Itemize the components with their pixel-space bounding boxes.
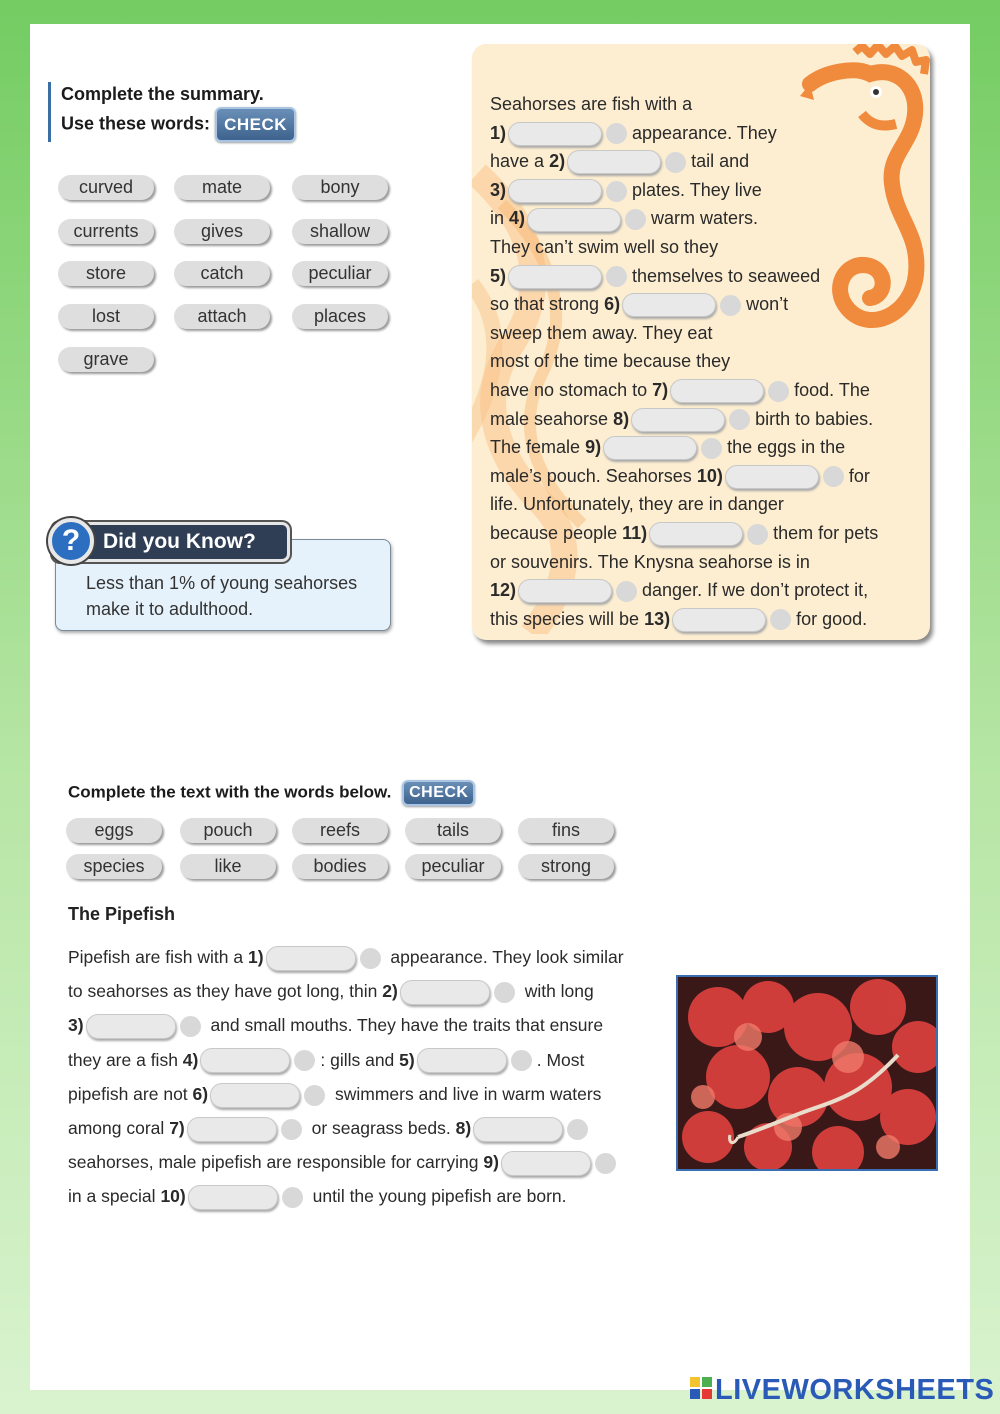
word-chip[interactable]: fins: [518, 818, 614, 843]
summary-text-fragment: plates. They live: [632, 179, 762, 200]
summary-line: [490, 347, 910, 376]
question-mark-icon: ?: [48, 518, 94, 564]
summary-line: [490, 204, 910, 233]
answer-status-dot: [768, 381, 789, 402]
summary-text-fragment: or souvenirs. The Knysna seahorse is in: [490, 551, 810, 572]
summary-text-fragment: life. Unfortunately, they are in danger: [490, 494, 784, 515]
blank-number: 5): [399, 1049, 415, 1070]
word-chip[interactable]: curved: [58, 175, 154, 200]
summary-text-fragment: for: [848, 465, 870, 486]
logo-icon: [690, 1377, 712, 1399]
word-chip[interactable]: attach: [174, 304, 270, 329]
blank-number: 10): [160, 1186, 186, 1207]
answer-status-dot: [606, 266, 627, 287]
blank-number: 6): [192, 1083, 209, 1104]
summary-instructions: [48, 82, 308, 142]
word-chip[interactable]: tails: [405, 818, 501, 843]
word-chip[interactable]: reefs: [292, 818, 388, 843]
blank-number: 8): [613, 408, 630, 429]
summary-text-fragment: have a: [490, 151, 545, 172]
word-chip[interactable]: places: [292, 304, 388, 329]
worksheet-page: [30, 24, 970, 1390]
answer-blank-4[interactable]: [527, 208, 621, 232]
answer-blank-9[interactable]: [603, 436, 697, 460]
pipefish-text: [68, 940, 658, 1214]
pipefish-line: [68, 940, 658, 974]
pipefish-photo: [676, 975, 938, 1171]
word-chip[interactable]: lost: [58, 304, 154, 329]
pipefish-text-fragment: in a special: [68, 1186, 156, 1207]
pipefish-text-fragment: and small mouths. They have the traits that ensure: [210, 1015, 604, 1036]
answer-status-dot: [665, 152, 686, 173]
answer-status-dot: [606, 181, 627, 202]
pipefish-text-fragment: swimmers and live in warm waters: [334, 1083, 602, 1104]
summary-text-fragment: Seahorses are fish with a: [490, 94, 693, 114]
summary-line: [490, 605, 910, 634]
instruction-use-words: Use these words:: [61, 113, 211, 134]
summary-text-fragment: birth to babies.: [755, 408, 874, 429]
did-you-know-line-2: make it to adulthood.: [86, 599, 254, 619]
blank-number: 1): [490, 122, 507, 143]
summary-text-fragment: the eggs in the: [727, 437, 846, 458]
answer-blank-2[interactable]: [567, 150, 661, 174]
blank-number: 10): [696, 465, 723, 486]
summary-text-fragment: appearance. They: [632, 122, 777, 143]
answer-status-dot: [494, 982, 515, 1003]
pipefish-text-fragment: appearance. They look similar: [390, 947, 624, 967]
summary-text-fragment: The female: [490, 437, 581, 458]
pipefish-text-fragment: : gills and: [320, 1049, 395, 1070]
summary-line: [490, 176, 910, 205]
pipefish-title: The Pipefish: [68, 904, 176, 924]
word-chip[interactable]: like: [180, 854, 276, 879]
blank-number: 7): [169, 1118, 185, 1139]
summary-text-fragment: tail and: [691, 151, 750, 172]
summary-line: [490, 462, 910, 491]
pipefish-line: [68, 1008, 658, 1042]
logo-text: LIVEWORKSHEETS: [715, 1374, 995, 1406]
pipefish-blank-9[interactable]: [501, 1151, 591, 1176]
answer-blank-8[interactable]: [631, 408, 725, 432]
word-chip[interactable]: peculiar: [292, 261, 388, 286]
answer-status-dot: [606, 123, 627, 144]
blank-number: 3): [490, 179, 507, 200]
answer-status-dot: [511, 1050, 532, 1071]
pipefish-blank-7[interactable]: [187, 1117, 277, 1142]
check-button-pipefish[interactable]: CHECK: [402, 780, 475, 806]
word-chip[interactable]: pouch: [180, 818, 276, 843]
blank-number: 2): [382, 981, 398, 1002]
answer-status-dot: [747, 524, 768, 545]
answer-blank-1[interactable]: [508, 122, 602, 146]
summary-text-fragment: this species will be: [490, 608, 640, 629]
word-chip[interactable]: eggs: [66, 818, 162, 843]
summary-text-fragment: themselves to seaweed: [632, 265, 821, 286]
summary-line: [490, 290, 910, 319]
word-chip[interactable]: bodies: [292, 854, 388, 879]
answer-blank-12[interactable]: [518, 579, 612, 603]
answer-status-dot: [770, 609, 791, 630]
blank-number: 9): [585, 437, 602, 458]
pipefish-blank-1[interactable]: [266, 946, 356, 971]
summary-line: [490, 147, 910, 176]
blank-number: 9): [483, 1152, 499, 1173]
answer-status-dot: [729, 409, 750, 430]
blank-number: 1): [247, 947, 264, 967]
word-chip[interactable]: bony: [292, 175, 388, 200]
summary-line: [490, 548, 910, 577]
answer-status-dot: [625, 209, 646, 230]
pipefish-blank-5[interactable]: [417, 1048, 507, 1073]
summary-line: [490, 233, 910, 262]
answer-status-dot: [567, 1119, 588, 1140]
answer-blank-11[interactable]: [649, 522, 743, 546]
summary-line: [490, 519, 910, 548]
answer-status-dot: [720, 295, 741, 316]
summary-line: [490, 119, 910, 148]
summary-text-fragment: so that strong: [490, 294, 600, 315]
word-chip[interactable]: species: [66, 854, 162, 879]
summary-text-fragment: male’s pouch. Seahorses: [490, 465, 692, 486]
word-chip[interactable]: gives: [174, 219, 270, 244]
blank-number: 11): [622, 522, 648, 543]
word-chip[interactable]: shallow: [292, 219, 388, 244]
summary-text-fragment: food. The: [794, 379, 870, 400]
pipefish-line: [68, 1111, 658, 1145]
word-chip[interactable]: grave: [58, 347, 154, 372]
pipefish-text-fragment: . Most: [536, 1049, 585, 1070]
blank-number: 2): [549, 151, 566, 172]
summary-line: [490, 576, 910, 605]
answer-status-dot: [282, 1187, 303, 1208]
summary-text: [490, 90, 910, 633]
pipefish-blank-3[interactable]: [86, 1014, 176, 1039]
summary-text-fragment: won’t: [746, 294, 789, 315]
pipefish-blank-10[interactable]: [188, 1185, 278, 1210]
pipefish-text-fragment: they are a fish: [68, 1049, 178, 1070]
summary-line: [490, 376, 910, 405]
pipefish-line: [68, 1145, 658, 1179]
blank-number: 3): [68, 1015, 84, 1036]
answer-blank-6[interactable]: [622, 293, 716, 317]
summary-text-fragment: danger. If we don’t protect it,: [642, 580, 869, 601]
pipefish-instructions: [68, 780, 475, 806]
summary-line: [490, 262, 910, 291]
summary-text-fragment: sweep them away. They eat: [490, 322, 713, 343]
summary-text-fragment: most of the time because they: [490, 351, 731, 372]
word-chip[interactable]: store: [58, 261, 154, 286]
pipefish-instruction-text: Complete the text with the words below.: [68, 782, 392, 802]
word-chip[interactable]: strong: [518, 854, 614, 879]
did-you-know-title: Did you Know?: [52, 522, 290, 562]
pipefish-text-fragment: pipefish are not: [68, 1083, 188, 1104]
answer-status-dot: [823, 466, 844, 487]
pipefish-text-fragment: or seagrass beds.: [311, 1118, 451, 1139]
answer-status-dot: [595, 1153, 616, 1174]
word-chip[interactable]: peculiar: [405, 854, 501, 879]
answer-status-dot: [360, 948, 381, 969]
summary-line: [490, 433, 910, 462]
word-chip[interactable]: currents: [58, 219, 154, 244]
summary-text-fragment: male seahorse: [490, 408, 609, 429]
pipefish-text-fragment: seahorses, male pipefish are responsible for carrying: [68, 1152, 479, 1173]
summary-line: [490, 319, 910, 348]
summary-card: [472, 44, 930, 640]
summary-text-fragment: They can’t swim well so they: [490, 236, 719, 257]
summary-text-fragment: warm waters.: [651, 208, 759, 229]
pipefish-text-fragment: with long: [524, 981, 594, 1002]
summary-line: [490, 90, 910, 119]
pipefish-line: [68, 1043, 658, 1077]
blank-number: 7): [652, 379, 669, 400]
instruction-line-2: [61, 107, 308, 142]
answer-status-dot: [701, 438, 722, 459]
answer-status-dot: [281, 1119, 302, 1140]
instruction-line-1: Complete the summary.: [61, 84, 264, 104]
check-button-summary[interactable]: CHECK: [215, 107, 296, 142]
pipefish-text-fragment: among coral: [68, 1118, 165, 1139]
blank-number: 12): [490, 580, 517, 601]
pipefish-line: [68, 1077, 658, 1111]
summary-text-fragment: have no stomach to: [490, 379, 648, 400]
pipefish-text-fragment: to seahorses as they have got long, thin: [68, 981, 378, 1002]
word-chip[interactable]: mate: [174, 175, 270, 200]
summary-text-fragment: for good.: [796, 608, 868, 629]
pipefish-blank-2[interactable]: [400, 980, 490, 1005]
summary-text-fragment: in: [490, 208, 505, 229]
pipefish-blank-6[interactable]: [210, 1083, 300, 1108]
pipefish-blank-8[interactable]: [473, 1117, 563, 1142]
blank-number: 4): [509, 208, 526, 229]
pipefish-line: [68, 974, 658, 1008]
pipefish-line: [68, 1179, 658, 1213]
pipefish-text-fragment: Pipefish are fish with a: [68, 947, 244, 967]
liveworksheets-logo: [690, 1374, 994, 1407]
blank-number: 8): [455, 1118, 472, 1139]
summary-line: [490, 405, 910, 434]
answer-status-dot: [304, 1085, 325, 1106]
summary-text-fragment: them for pets: [773, 522, 879, 543]
answer-status-dot: [180, 1016, 201, 1037]
pipefish-text-fragment: until the young pipefish are born.: [312, 1186, 567, 1207]
blank-number: 5): [490, 265, 507, 286]
blank-number: 4): [182, 1049, 199, 1070]
answer-blank-10[interactable]: [725, 465, 819, 489]
blank-number: 6): [604, 294, 621, 315]
pipefish-blank-4[interactable]: [200, 1048, 290, 1073]
coral-pipefish-image: [678, 977, 938, 1171]
word-chip[interactable]: catch: [174, 261, 270, 286]
blank-number: 13): [644, 608, 671, 629]
answer-blank-3[interactable]: [508, 179, 602, 203]
answer-status-dot: [294, 1050, 315, 1071]
answer-blank-7[interactable]: [670, 379, 764, 403]
summary-text-fragment: because people: [490, 522, 618, 543]
answer-status-dot: [616, 581, 637, 602]
summary-line: [490, 490, 910, 519]
answer-blank-13[interactable]: [672, 608, 766, 632]
did-you-know-line-1: Less than 1% of young seahorses: [86, 573, 358, 593]
answer-blank-5[interactable]: [508, 265, 602, 289]
